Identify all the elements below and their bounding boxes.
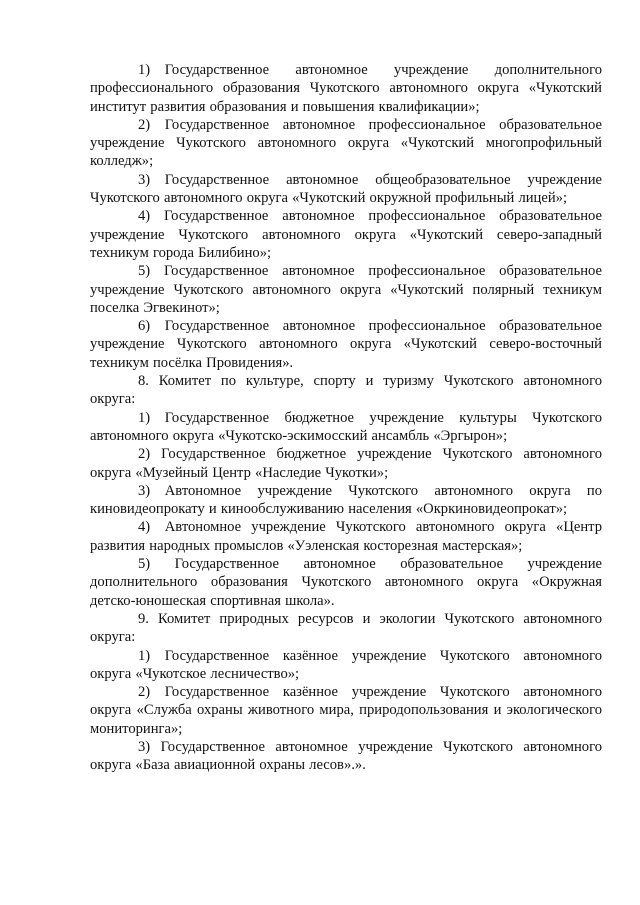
- paragraph-item-8-4: 4) Автономное учреждение Чукотского автономного округа «Центр развития народных промыслов «Уэленская косторезная мастерская»;: [90, 519, 602, 554]
- section-heading-8: 8. Комитет по культуре, спорту и туризму Чукотского автономного округа:: [90, 373, 602, 408]
- paragraph-item-5: 5) Государственное автономное профессиональное образовательное учреждение Чукотского автономного округа «Чукотский полярный техникум поселка Эгвекинот»;: [90, 263, 602, 316]
- paragraph-item-8-3: 3) Автономное учреждение Чукотского автономного округа по киновидеопрокату и кинообслуживанию населения «Окркиновидеопрокат»;: [90, 482, 602, 518]
- paragraph-item-4: 4) Государственное автономное профессиональное образовательное учреждение Чукотского автономного округа «Чукотский северо-западный техникум города Билибино»;: [90, 208, 602, 261]
- paragraph-item-3: 3) Государственное автономное общеобразовательное учреждение Чукотского автономного округа «Чукотский окружной профильный лицей»;: [90, 171, 602, 207]
- paragraph-item-8-5: 5) Государственное автономное образовательное учреждение дополнительного образования Чукотского автономного округа «Окружная детско-юношеская спортивная школа».: [90, 556, 602, 609]
- paragraph-item-8-2: 2) Государственное бюджетное учреждение Чукотского автономного округа «Музейный Центр «Наследие Чукотки»;: [90, 446, 602, 481]
- paragraph-item-9-2: 2) Государственное казённое учреждение Чукотского автономного округа «Служба охраны животного мира, природопользования и экологического мониторинга»;: [90, 684, 602, 737]
- paragraph-item-8-1: 1) Государственное бюджетное учреждение культуры Чукотского автономного округа «Чукотско-эскимосский ансамбль «Эргырон»;: [90, 409, 602, 444]
- section-heading-9: 9. Комитет природных ресурсов и экологии Чукотского автономного округа:: [90, 610, 602, 646]
- paragraph-item-6: 6) Государственное автономное профессиональное образовательное учреждение Чукотского автономного округа «Чукотский северо-восточный техникум посёлка Провидения».: [90, 318, 602, 371]
- paragraph-item-9-1: 1) Государственное казённое учреждение Чукотского автономного округа «Чукотское лесничество»;: [90, 647, 602, 682]
- paragraph-item-9-3: 3) Государственное автономное учреждение Чукотского автономного округа «База авиационной охраны лесов».».: [90, 738, 602, 774]
- paragraph-item-2: 2) Государственное автономное профессиональное образовательное учреждение Чукотского автономного округа «Чукотский многопрофильный колледж»;: [90, 116, 602, 170]
- paragraph-item-1: 1) Государственное автономное учреждение дополнительного профессионального образования Чукотского автономного округа «Чукотский институт развития образования и повышения квалификации»;: [90, 62, 602, 115]
